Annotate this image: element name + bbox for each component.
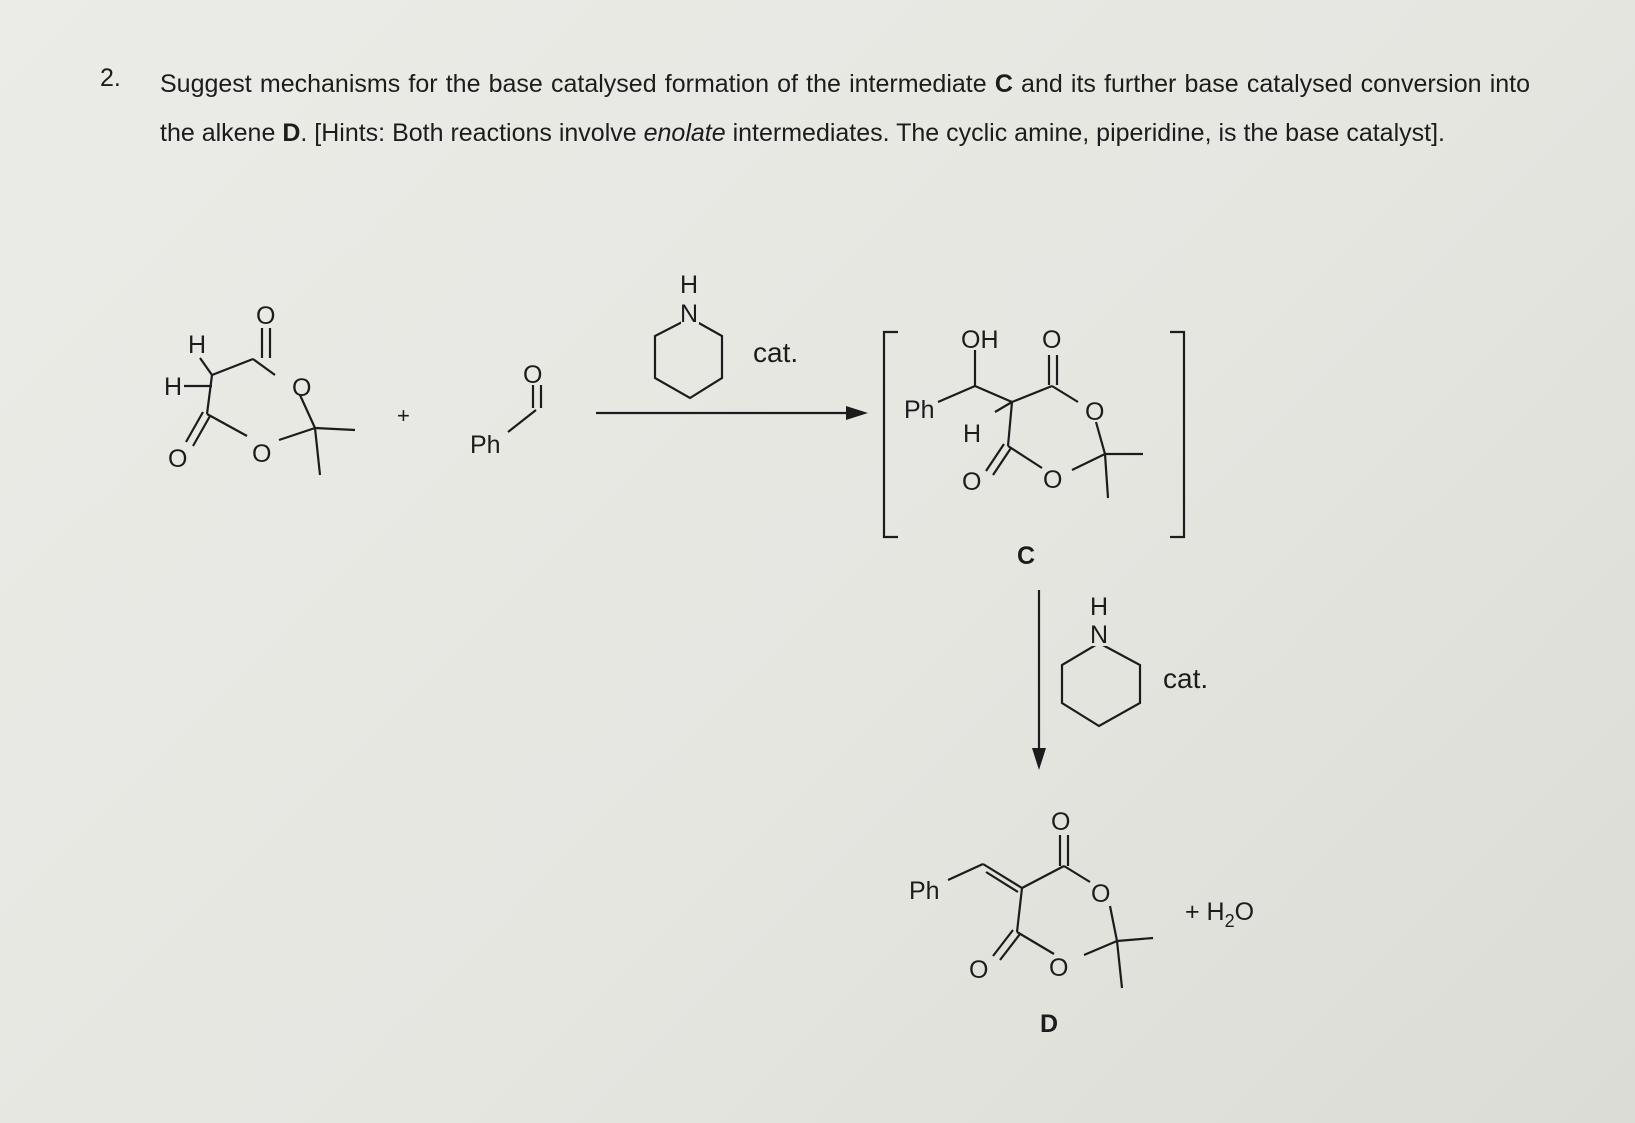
compound-d-ref: D bbox=[282, 119, 301, 147]
catalyst-label-2: cat. bbox=[1163, 663, 1209, 694]
water-pre: + H bbox=[1185, 898, 1225, 926]
c-ph-group: Ph bbox=[904, 396, 935, 424]
water-byproduct bbox=[1185, 898, 1254, 931]
c-carbonyl-o-bottom: O bbox=[962, 468, 982, 496]
question-hint-emphasis: enolate bbox=[643, 119, 726, 147]
d-ring-o-bottom: O bbox=[1049, 954, 1069, 982]
intermediate-c-brackets bbox=[884, 332, 1184, 537]
arrow-head-1 bbox=[846, 406, 868, 420]
ring-o-bottom: O bbox=[252, 440, 272, 468]
question-line1-pre: Suggest mechanisms for the base catalysed formation of the intermediate bbox=[160, 70, 995, 98]
piperidine-ring-2 bbox=[1062, 643, 1140, 726]
piperidine-n-1: N bbox=[680, 300, 699, 328]
compound-c-label: C bbox=[1017, 542, 1036, 570]
catalyst-label-1: cat. bbox=[753, 337, 799, 368]
aldehyde-o: O bbox=[523, 361, 543, 389]
question-line1-post: and its further base catalysed conversion into the alkene bbox=[160, 70, 1530, 147]
piperidine-h-1: H bbox=[680, 271, 699, 299]
d-ph-group: Ph bbox=[909, 877, 940, 905]
c-carbonyl-o-top: O bbox=[1042, 326, 1062, 354]
hydroxyl-group: OH bbox=[961, 326, 999, 354]
c-ring-o-right: O bbox=[1085, 398, 1105, 426]
h-atom-top: H bbox=[188, 331, 207, 359]
water-post: O bbox=[1234, 898, 1255, 926]
c-h-atom: H bbox=[963, 420, 982, 448]
c-ring-o-bottom: O bbox=[1043, 466, 1063, 494]
compound-c-ref: C bbox=[994, 70, 1013, 98]
d-carbonyl-o-top: O bbox=[1051, 808, 1071, 836]
benzaldehyde-structure bbox=[508, 385, 541, 432]
piperidine-ring-1 bbox=[655, 318, 722, 398]
arrow-head-2 bbox=[1032, 748, 1046, 770]
carbonyl-o-top: O bbox=[256, 302, 276, 330]
d-carbonyl-o-bottom: O bbox=[969, 956, 989, 984]
compound-d-label: D bbox=[1040, 1010, 1059, 1038]
question-number: 2. bbox=[100, 64, 121, 92]
ph-group: Ph bbox=[470, 431, 501, 459]
piperidine-n-2: N bbox=[1090, 621, 1109, 649]
plus-sign: + bbox=[397, 403, 410, 428]
piperidine-h-2: H bbox=[1090, 593, 1109, 621]
d-ring-o-right: O bbox=[1091, 880, 1111, 908]
question-hint-post: intermediates. The cyclic amine, piperidine, is the base catalyst]. bbox=[725, 119, 1445, 147]
carbonyl-o-left: O bbox=[168, 445, 188, 473]
ring-o-right: O bbox=[292, 374, 312, 402]
h-atom-left: H bbox=[164, 373, 183, 401]
water-subscript: 2 bbox=[1224, 911, 1235, 931]
question-hint-pre: . [Hints: Both reactions involve bbox=[300, 119, 644, 147]
